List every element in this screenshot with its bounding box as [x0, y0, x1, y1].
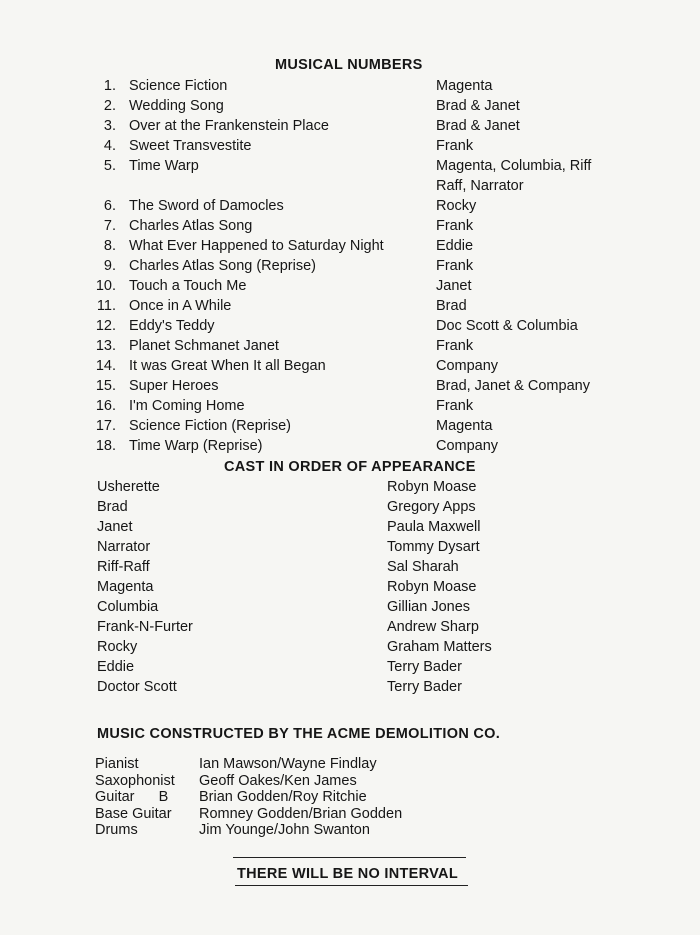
cast-actor: Gillian Jones — [387, 599, 471, 615]
number-index: 17. — [95, 418, 116, 434]
musical-number-row — [0, 398, 700, 418]
cast-role: Columbia — [97, 599, 159, 615]
cast-role: Narrator — [97, 539, 151, 555]
song-title: Sweet Transvestite — [129, 138, 252, 154]
band-instrument: Base Guitar — [95, 805, 172, 822]
musical-number-row — [0, 218, 700, 238]
number-index: 10. — [95, 278, 116, 294]
song-title: The Sword of Damocles — [129, 198, 284, 214]
musical-number-row — [0, 78, 700, 98]
cast-actor: Robyn Moase — [387, 579, 477, 595]
cast-role: Doctor Scott — [97, 679, 177, 695]
musical-number-row — [0, 138, 700, 158]
cast-actor: Andrew Sharp — [387, 619, 479, 635]
band-row — [0, 789, 700, 806]
band-row — [0, 756, 700, 773]
song-performers: Frank — [436, 258, 474, 274]
song-performers: Eddie — [436, 238, 474, 254]
song-performers: Brad, Janet & Company — [436, 378, 590, 394]
cast-row — [0, 559, 700, 579]
song-title: Over at the Frankenstein Place — [129, 118, 329, 134]
musical-number-row — [0, 98, 700, 118]
band-players: Romney Godden/Brian Godden — [199, 805, 403, 822]
song-title: Eddy's Teddy — [129, 318, 215, 334]
cast-role: Rocky — [97, 639, 138, 655]
song-title: Charles Atlas Song (Reprise) — [129, 258, 316, 274]
cast-row — [0, 539, 700, 559]
cast-actor: Graham Matters — [387, 639, 492, 655]
song-title: Time Warp — [129, 158, 199, 174]
number-index: 14. — [95, 358, 116, 374]
cast-row — [0, 679, 700, 699]
band-row — [0, 806, 700, 823]
band-row — [0, 773, 700, 790]
number-index: 13. — [95, 338, 116, 354]
cast-row — [0, 519, 700, 539]
cast-actor: Robyn Moase — [387, 479, 477, 495]
musical-number-row — [0, 318, 700, 338]
song-title: Once in A While — [129, 298, 232, 314]
number-index: 3. — [103, 118, 116, 134]
cast-actor: Paula Maxwell — [387, 519, 481, 535]
musical-number-row — [0, 258, 700, 278]
number-index: 11. — [96, 298, 116, 314]
song-performers: Janet — [436, 278, 472, 294]
song-performers: Frank — [436, 218, 474, 234]
song-performers: Frank — [436, 138, 474, 154]
cast-role: Usherette — [97, 479, 160, 495]
musical-numbers-heading: MUSICAL NUMBERS — [275, 57, 423, 73]
number-index: 12. — [95, 318, 116, 334]
band-players: Brian Godden/Roy Ritchie — [199, 789, 367, 805]
song-performers: Brad — [436, 298, 467, 314]
number-index: 1. — [103, 78, 116, 94]
musical-number-row — [0, 198, 700, 218]
song-performers: Magenta — [436, 418, 493, 434]
song-title: Charles Atlas Song — [129, 218, 253, 234]
song-performers: Frank — [436, 398, 474, 414]
song-title: Planet Schmanet Janet — [129, 338, 279, 354]
musical-number-row — [0, 438, 700, 458]
musical-number-row — [0, 298, 700, 318]
song-performers: Brad & Janet — [436, 118, 520, 134]
cast-role: Eddie — [97, 659, 135, 675]
musical-number-row — [0, 158, 700, 194]
number-index: 8. — [103, 238, 116, 254]
cast-row — [0, 659, 700, 679]
song-title: Science Fiction (Reprise) — [129, 418, 291, 434]
song-performers: Doc Scott & Columbia — [436, 318, 578, 334]
music-heading: MUSIC CONSTRUCTED BY THE ACME DEMOLITION CO. — [97, 726, 501, 742]
musical-number-row — [0, 238, 700, 258]
song-performers: Magenta — [436, 78, 493, 94]
song-title: What Ever Happened to Saturday Night — [129, 238, 384, 254]
musical-number-row — [0, 418, 700, 438]
cast-role: Frank-N-Furter — [97, 619, 193, 635]
song-title: Super Heroes — [129, 378, 219, 394]
musical-number-row — [0, 278, 700, 298]
cast-actor: Tommy Dysart — [387, 539, 480, 555]
song-performers: Company — [436, 358, 499, 374]
cast-role: Janet — [97, 519, 133, 535]
cast-row — [0, 499, 700, 519]
band-instrument: Pianist — [95, 756, 139, 772]
musical-number-row — [0, 338, 700, 358]
musical-number-row — [0, 118, 700, 138]
cast-heading: CAST IN ORDER OF APPEARANCE — [224, 459, 476, 475]
cast-role: Riff-Raff — [97, 559, 150, 575]
number-index: 7. — [103, 218, 116, 234]
footer-notice: THERE WILL BE NO INTERVAL — [237, 866, 458, 882]
number-index: 16. — [95, 398, 116, 414]
cast-row — [0, 479, 700, 499]
cast-role: Brad — [97, 499, 128, 515]
number-index: 4. — [103, 138, 116, 154]
song-performers: Brad & Janet — [436, 98, 520, 114]
song-title: I'm Coming Home — [129, 398, 245, 414]
number-index: 6. — [103, 198, 116, 214]
band-instrument: Drums — [95, 822, 138, 838]
song-performers: Company — [436, 438, 499, 454]
band-instrument: Guitar B — [95, 789, 169, 805]
song-performers: Frank — [436, 338, 474, 354]
song-title: Time Warp (Reprise) — [129, 438, 263, 454]
song-performers-continued: Raff, Narrator — [436, 178, 524, 194]
number-index: 15. — [95, 378, 116, 394]
band-row — [0, 822, 700, 839]
band-instrument: Saxophonist — [95, 772, 175, 789]
musical-number-row — [0, 378, 700, 398]
cast-row — [0, 639, 700, 659]
cast-actor: Gregory Apps — [387, 499, 476, 515]
cast-row — [0, 579, 700, 599]
band-players: Geoff Oakes/Ken James — [199, 772, 357, 789]
number-index: 2. — [103, 98, 116, 114]
number-index: 18. — [95, 438, 116, 454]
divider-line — [233, 857, 466, 858]
cast-row — [0, 619, 700, 639]
song-title: Touch a Touch Me — [129, 278, 247, 294]
musical-number-row — [0, 358, 700, 378]
song-title: It was Great When It all Began — [129, 358, 326, 374]
band-players: Ian Mawson/Wayne Findlay — [199, 756, 377, 772]
number-index: 5. — [103, 158, 116, 174]
song-performers: Rocky — [436, 198, 477, 214]
cast-actor: Terry Bader — [387, 679, 462, 695]
footer-underline — [235, 885, 468, 886]
band-players: Jim Younge/John Swanton — [199, 822, 370, 838]
cast-role: Magenta — [97, 579, 154, 595]
cast-row — [0, 599, 700, 619]
cast-actor: Sal Sharah — [387, 559, 459, 575]
song-title: Wedding Song — [129, 98, 224, 114]
cast-actor: Terry Bader — [387, 659, 462, 675]
song-title: Science Fiction — [129, 78, 228, 94]
song-performers: Magenta, Columbia, Riff — [436, 158, 592, 174]
number-index: 9. — [103, 258, 116, 274]
